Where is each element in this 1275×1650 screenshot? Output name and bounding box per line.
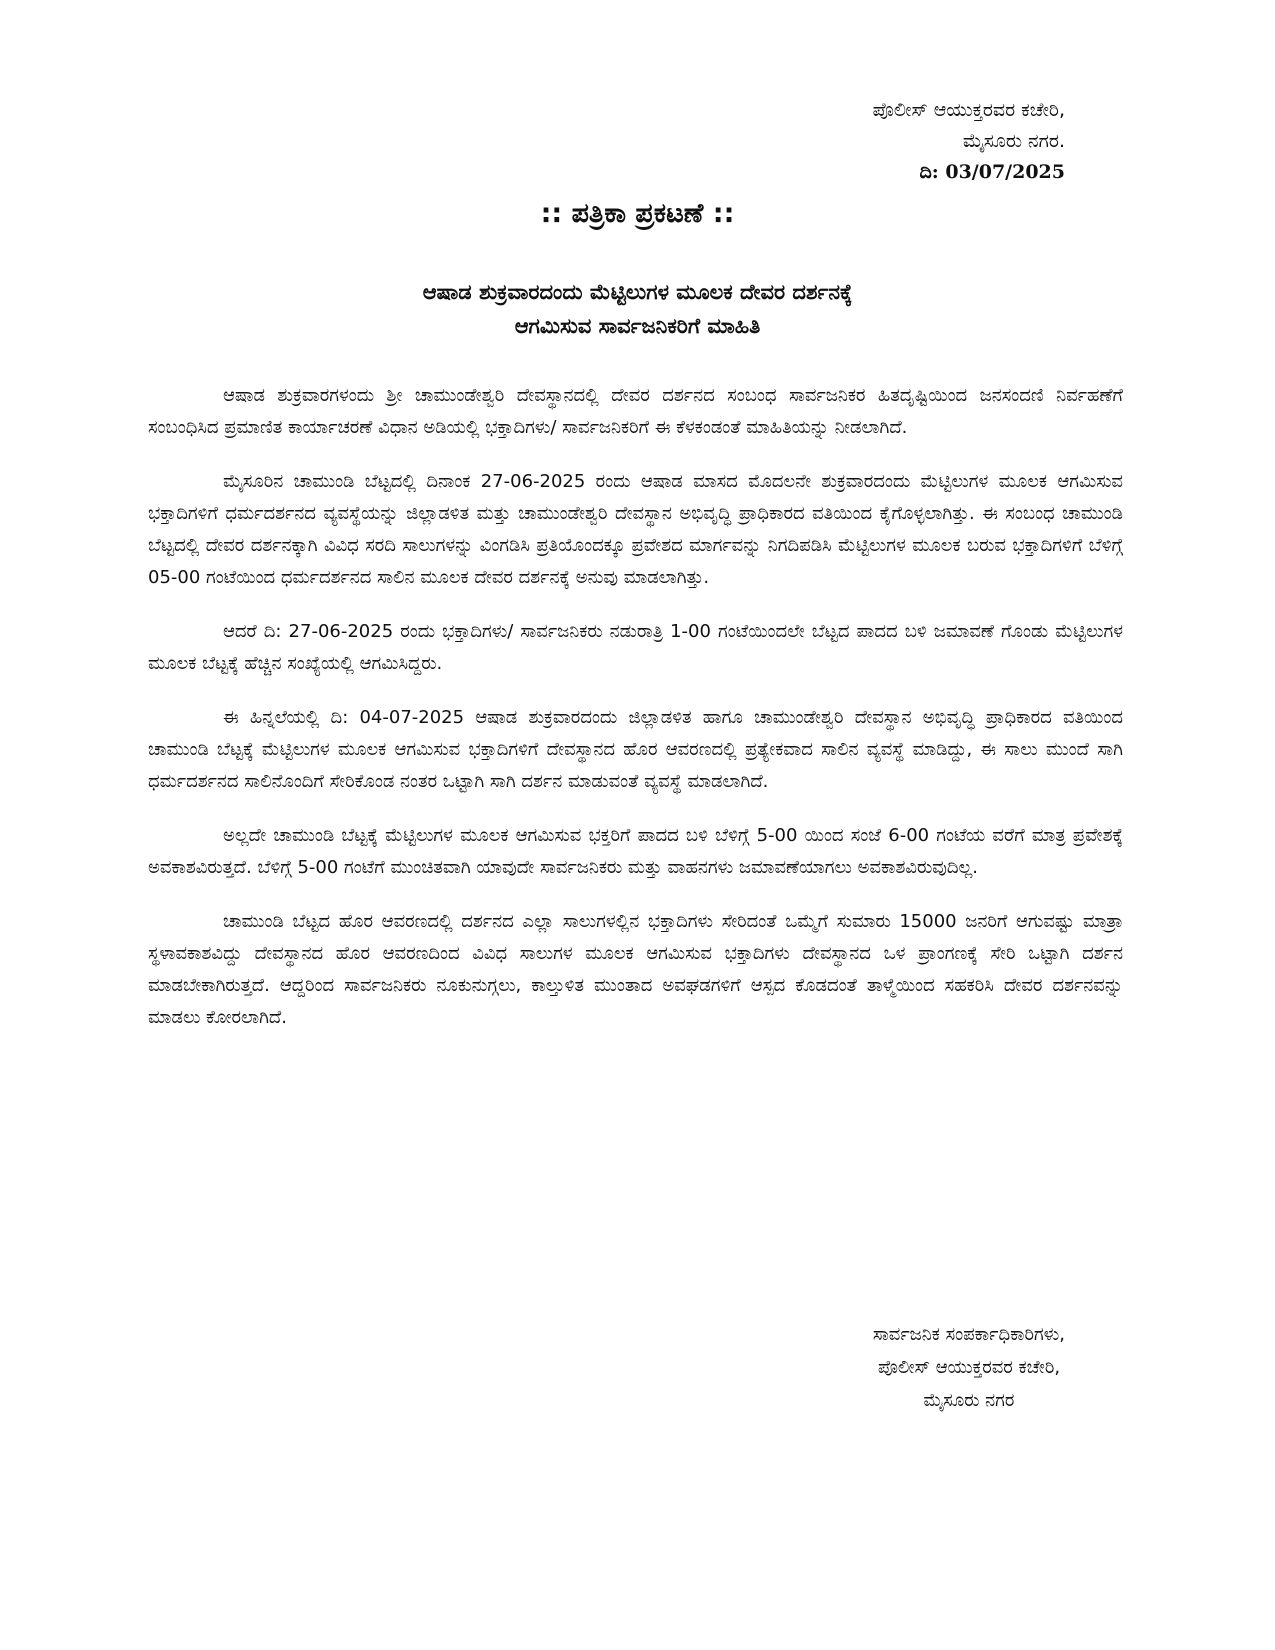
body-text xyxy=(148,380,1123,1056)
paragraph-6: ಚಾಮುಂಡಿ ಬೆಟ್ಟದ ಹೊರ ಆವರಣದಲ್ಲಿ ದರ್ಶನದ ಎಲ್ಲಾ ಸಾಲುಗಳಲ್ಲಿನ ಭಕ್ತಾದಿಗಳು ಸೇರಿದಂತೆ ಒಮ್ಮೆಗೆ ಸುಮಾರು 15000 ಜನರಿಗೆ ಆಗುವಷ್ಟು ಮಾತ್ರಾ ಸ್ಥಳಾವಕಾಶವಿದ್ದು ದೇವಸ್ಥಾನದ ಹೊರ ಆವರಣದಿಂದ ವಿವಿಧ ಸಾಲುಗಳ ಮೂಲಕ ಆಗಮಿಸುವ ಭಕ್ತಾದಿಗಳು ದೇವಸ್ಥಾನದ ಒಳ ಪ್ರಾಂಗಣಕ್ಕೆ ಸೇರಿ ಒಟ್ಟಾಗಿ ದರ್ಶನ ಮಾಡಬೇಕಾಗಿರುತ್ತದೆ. ಆದ್ದರಿಂದ ಸಾರ್ವಜನಿಕರು ನೂಕುನುಗ್ಗಲು, ಕಾಲ್ತುಳಿತ ಮುಂತಾದ ಅವಘಡಗಳಿಗೆ ಆಸ್ಪದ ಕೊಡದಂತೆ ತಾಳ್ಮೆಯಿಂದ ಸಹಕರಿಸಿ ದೇವರ ದರ್ಶನವನ್ನು ಮಾಡಲು ಕೋರಲಾಗಿದೆ. xyxy=(148,911,1123,1028)
release-date: ದಿ: 03/07/2025 xyxy=(919,161,1065,183)
paragraph-5: ಅಲ್ಲದೇ ಚಾಮುಂಡಿ ಬೆಟ್ಟಕ್ಕೆ ಮೆಟ್ಟಿಲುಗಳ ಮೂಲಕ ಆಗಮಿಸುವ ಭಕ್ತರಿಗೆ ಪಾದದ ಬಳಿ ಬೆಳಿಗ್ಗೆ 5-00 ಯಿಂದ ಸಂಜೆ 6-00 ಗಂಟೆಯ ವರೆಗೆ ಮಾತ್ರ ಪ್ರವೇಶಕ್ಕೆ ಅವಕಾಶವಿರುತ್ತದೆ. ಬೆಳಿಗ್ಗೆ 5-00 ಗಂಟೆಗೆ ಮುಂಚಿತವಾಗಿ ಯಾವುದೇ ಸಾರ್ವಜನಿಕರು ಮತ್ತು ವಾಹನಗಳು ಜಮಾವಣೆಯಾಗಲು ಅವಕಾಶವಿರುವುದಿಲ್ಲ. xyxy=(148,825,1123,878)
subject-line-1: ಆಷಾಡ ಶುಕ್ರವಾರದಂದು ಮೆಟ್ಟಿಲುಗಳ ಮೂಲಕ ದೇವರ ದರ್ಶನಕ್ಕೆ xyxy=(422,280,853,304)
paragraph-1: ಆಷಾಡ ಶುಕ್ರವಾರಗಳಂದು ಶ್ರೀ ಚಾಮುಂಡೇಶ್ವರಿ ದೇವಸ್ಥಾನದಲ್ಲಿ ದೇವರ ದರ್ಶನದ ಸಂಬಂಧ ಸಾರ್ವಜನಿಕರ ಹಿತದೃಷ್ಟಿಯಿಂದ ಜನಸಂದಣಿ ನಿರ್ವಹಣೆಗೆ ಸಂಬಂಧಿಸಿದ ಪ್ರಮಾಣಿತ ಕಾರ್ಯಾಚರಣೆ ವಿಧಾನ ಅಡಿಯಲ್ಲಿ ಭಕ್ತಾದಿಗಳು/ ಸಾರ್ವಜನಿಕರಿಗೆ ಈ ಕೆಳಕಂಡಂತೆ ಮಾಹಿತಿಯನ್ನು ನೀಡಲಾಗಿದೆ. xyxy=(148,385,1123,438)
paragraph-4: ಈ ಹಿನ್ನಲೆಯಲ್ಲಿ ದಿ: 04-07-2025 ಆಷಾಡ ಶುಕ್ರವಾರದಂದು ಜಿಲ್ಲಾಡಳಿತ ಹಾಗೂ ಚಾಮುಂಡೇಶ್ವರಿ ದೇವಸ್ಥಾನ ಅಭಿವೃದ್ಧಿ ಪ್ರಾಧಿಕಾರದ ವತಿಯಿಂದ ಚಾಮುಂಡಿ ಬೆಟ್ಟಕ್ಕೆ ಮೆಟ್ಟಿಲುಗಳ ಮೂಲಕ ಆಗಮಿಸುವ ಭಕ್ತಾದಿಗಳಿಗೆ ದೇವಸ್ಥಾನದ ಹೊರ ಆವರಣದಲ್ಲಿ ಪ್ರತ್ಯೇಕವಾದ ಸಾಲಿನ ವ್ಯವಸ್ಥೆ ಮಾಡಿದ್ದು, ಈ ಸಾಲು ಮುಂದೆ ಸಾಗಿ ಧರ್ಮದರ್ಶನದ ಸಾಲಿನೊಂದಿಗೆ ಸೇರಿಕೊಂಡ ನಂತರ ಒಟ್ಟಾಗಿ ಸಾಗಿ ದರ್ಶನ ಮಾಡುವಂತೆ ವ್ಯವಸ್ಥೆ ಮಾಡಲಾಗಿದೆ. xyxy=(148,707,1123,792)
signatory-office: ಪೊಲೀಸ್ ಆಯುಕ್ತರವರ ಕಚೇರಿ, xyxy=(877,1357,1061,1378)
paragraph-3: ಆದರೆ ದಿ: 27-06-2025 ರಂದು ಭಕ್ತಾದಿಗಳು/ ಸಾರ್ವಜನಿಕರು ನಡುರಾತ್ರಿ 1-00 ಗಂಟೆಯಿಂದಲೇ ಬೆಟ್ಟದ ಪಾದದ ಬಳಿ ಜಮಾವಣೆ ಗೊಂಡು ಮೆಟ್ಟಿಲುಗಳ ಮೂಲಕ ಬೆಟ್ಟಕ್ಕೆ ಹೆಚ್ಚಿನ ಸಂಖ್ಯೆಯಲ್ಲಿ ಆಗಮಿಸಿದ್ದರು. xyxy=(148,621,1123,674)
signatory-title: ಸಾರ್ವಜನಿಕ ಸಂಪರ್ಕಾಧಿಕಾರಿಗಳು, xyxy=(872,1324,1065,1345)
signature-block xyxy=(873,1318,1065,1417)
signatory-city: ಮೈಸೂರು ನಗರ xyxy=(923,1390,1015,1411)
subject-heading xyxy=(0,275,1275,343)
subject-line-2: ಆಗಮಿಸುವ ಸಾರ್ವಜನಿಕರಿಗೆ ಮಾಹಿತಿ xyxy=(514,314,761,338)
office-header xyxy=(873,95,1065,188)
office-name: ಪೊಲೀಸ್ ಆಯುಕ್ತರವರ ಕಚೇರಿ, xyxy=(872,99,1065,121)
paragraph-2: ಮೈಸೂರಿನ ಚಾಮುಂಡಿ ಬೆಟ್ಟದಲ್ಲಿ ದಿನಾಂಕ 27-06-2025 ರಂದು ಆಷಾಡ ಮಾಸದ ಮೊದಲನೇ ಶುಕ್ರವಾರದಂದು ಮೆಟ್ಟಿಲುಗಳ ಮೂಲಕ ಆಗಮಿಸುವ ಭಕ್ತಾದಿಗಳಿಗೆ ಧರ್ಮದರ್ಶನದ ವ್ಯವಸ್ಥೆಯನ್ನು ಜಿಲ್ಲಾಡಳಿತ ಮತ್ತು ಚಾಮುಂಡೇಶ್ವರಿ ದೇವಸ್ಥಾನ ಅಭಿವೃದ್ಧಿ ಪ್ರಾಧಿಕಾರದ ವತಿಯಿಂದ ಕೈಗೊಳ್ಳಲಾಗಿತ್ತು. ಈ ಸಂಬಂಧ ಚಾಮುಂಡಿ ಬೆಟ್ಟದಲ್ಲಿ ದೇವರ ದರ್ಶನಕ್ಕಾಗಿ ವಿವಿಧ ಸರದಿ ಸಾಲುಗಳನ್ನು ವಿಂಗಡಿಸಿ ಪ್ರತಿಯೊಂದಕ್ಕೂ ಪ್ರವೇಶದ ಮಾರ್ಗವನ್ನು ನಿಗದಿಪಡಿಸಿ ಮೆಟ್ಟಿಲುಗಳ ಮೂಲಕ ಬರುವ ಭಕ್ತಾದಿಗಳಿಗೆ ಬೆಳಿಗ್ಗೆ 05-00 ಗಂಟೆಯಿಂದ ಧರ್ಮದರ್ಶನದ ಸಾಲಿನ ಮೂಲಕ ದೇವರ ದರ್ಶನಕ್ಕೆ ಅನುವು ಮಾಡಲಾಗಿತ್ತು. xyxy=(148,471,1123,588)
press-release-title: :: ಪತ್ರಿಕಾ ಪ್ರಕಟಣೆ :: xyxy=(540,198,735,229)
office-city: ಮೈಸೂರು ನಗರ. xyxy=(962,130,1065,152)
